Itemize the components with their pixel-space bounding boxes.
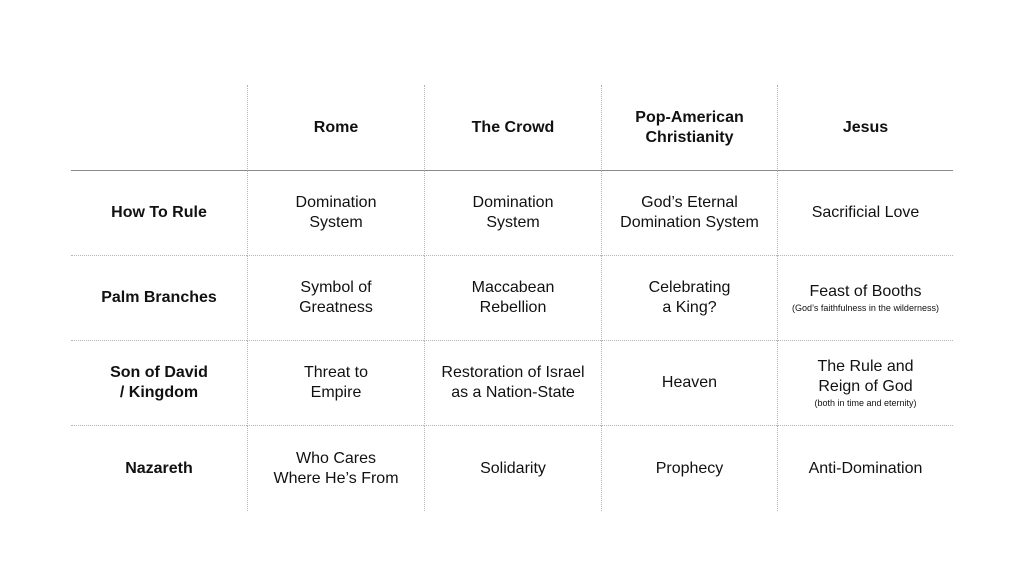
table-cell: The Rule and Reign of God (both in time and eternity) <box>777 341 953 426</box>
table-cell: Solidarity <box>424 426 601 511</box>
table-cell: Domination System <box>424 171 601 256</box>
table-cell: Symbol of Greatness <box>247 256 424 341</box>
table-cell: Maccabean Rebellion <box>424 256 601 341</box>
table-cell: Prophecy <box>601 426 777 511</box>
row-label-palm-branches: Palm Branches <box>71 256 247 341</box>
row-label-how-to-rule: How To Rule <box>71 171 247 256</box>
table-cell: Heaven <box>601 341 777 426</box>
table-cell: Feast of Booths (God’s faithfulness in the wilderness) <box>777 256 953 341</box>
header-cell-jesus: Jesus <box>777 85 953 171</box>
header-cell-pop-american-christianity: Pop-American Christianity <box>601 85 777 171</box>
header-cell-the-crowd: The Crowd <box>424 85 601 171</box>
row-label-nazareth: Nazareth <box>125 459 193 477</box>
cell-note: (God’s faithfulness in the wilderness) <box>792 303 939 313</box>
table-cell: Domination System <box>247 171 424 256</box>
table-cell: Who Cares Where He’s From <box>247 426 424 511</box>
header-cell-empty <box>71 85 247 171</box>
table-cell: Celebrating a King? <box>601 256 777 341</box>
row-label-son-of-david-kingdom: Son of David / Kingdom <box>71 341 247 426</box>
table-cell: Restoration of Israel as a Nation-State <box>424 341 601 426</box>
table-cell: God’s Eternal Domination System <box>601 171 777 256</box>
header-cell-rome: Rome <box>247 85 424 171</box>
table-cell: Sacrificial Love <box>777 171 953 256</box>
cell-note: (both in time and eternity) <box>814 398 917 408</box>
table-cell: Threat to Empire <box>247 341 424 426</box>
table-cell: Anti-Domination <box>777 426 953 511</box>
comparison-table <box>71 85 953 511</box>
